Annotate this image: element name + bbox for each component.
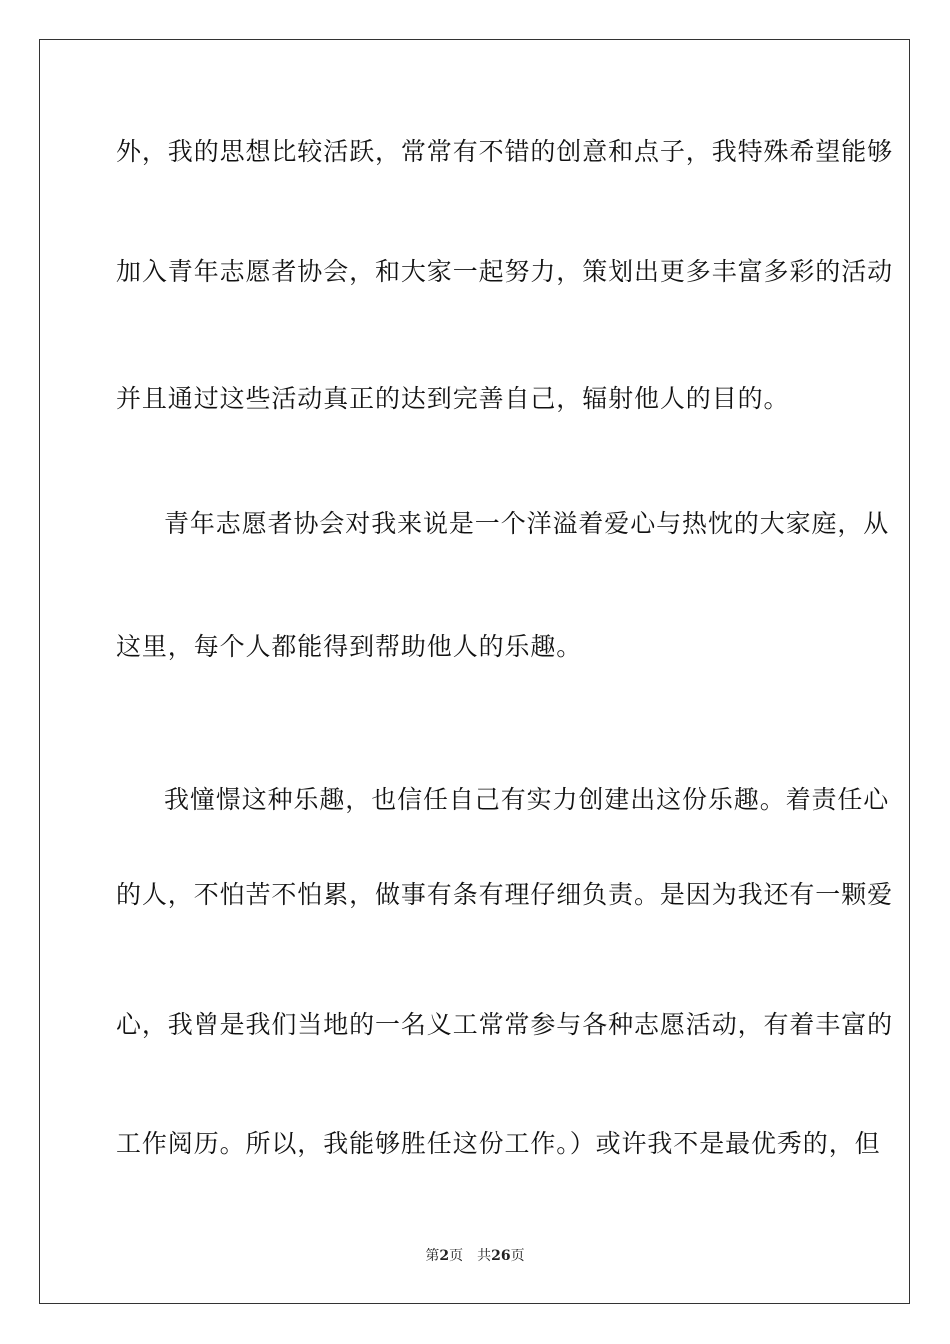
- page-prefix: 第: [425, 1248, 440, 1264]
- body-text-line: 并且通过这些活动真正的达到完善自己，辐射他人的目的。: [116, 384, 790, 413]
- paragraph-first-line: 我憧憬这种乐趣，也信任自己有实力创建出这份乐趣。着责任心: [164, 785, 890, 814]
- page-number: 2: [439, 1248, 450, 1264]
- body-text-line: 外，我的思想比较活跃，常常有不错的创意和点子，我特殊希望能够: [116, 137, 894, 166]
- body-text-line: 的人，不怕苦不怕累，做事有条有理仔细负责。是因为我还有一颗爱: [116, 880, 894, 909]
- body-text-line: 加入青年志愿者协会，和大家一起努力，策划出更多丰富多彩的活动: [116, 257, 894, 286]
- body-text-line: 工作阅历。所以，我能够胜任这份工作。）或许我不是最优秀的，但: [116, 1129, 881, 1158]
- body-text-line: 心，我曾是我们当地的一名义工常常参与各种志愿活动，有着丰富的: [116, 1010, 894, 1039]
- paragraph-first-line: 青年志愿者协会对我来说是一个洋溢着爱心与热忱的大家庭，从: [164, 509, 890, 538]
- page-border: [39, 39, 910, 1304]
- body-text-line: 这里，每个人都能得到帮助他人的乐趣。: [116, 632, 583, 661]
- page-suffix: 页: [449, 1248, 464, 1264]
- total-prefix: 共: [477, 1248, 492, 1264]
- total-pages: 26: [491, 1248, 511, 1264]
- page-footer: [0, 1246, 950, 1266]
- total-suffix: 页: [510, 1248, 525, 1264]
